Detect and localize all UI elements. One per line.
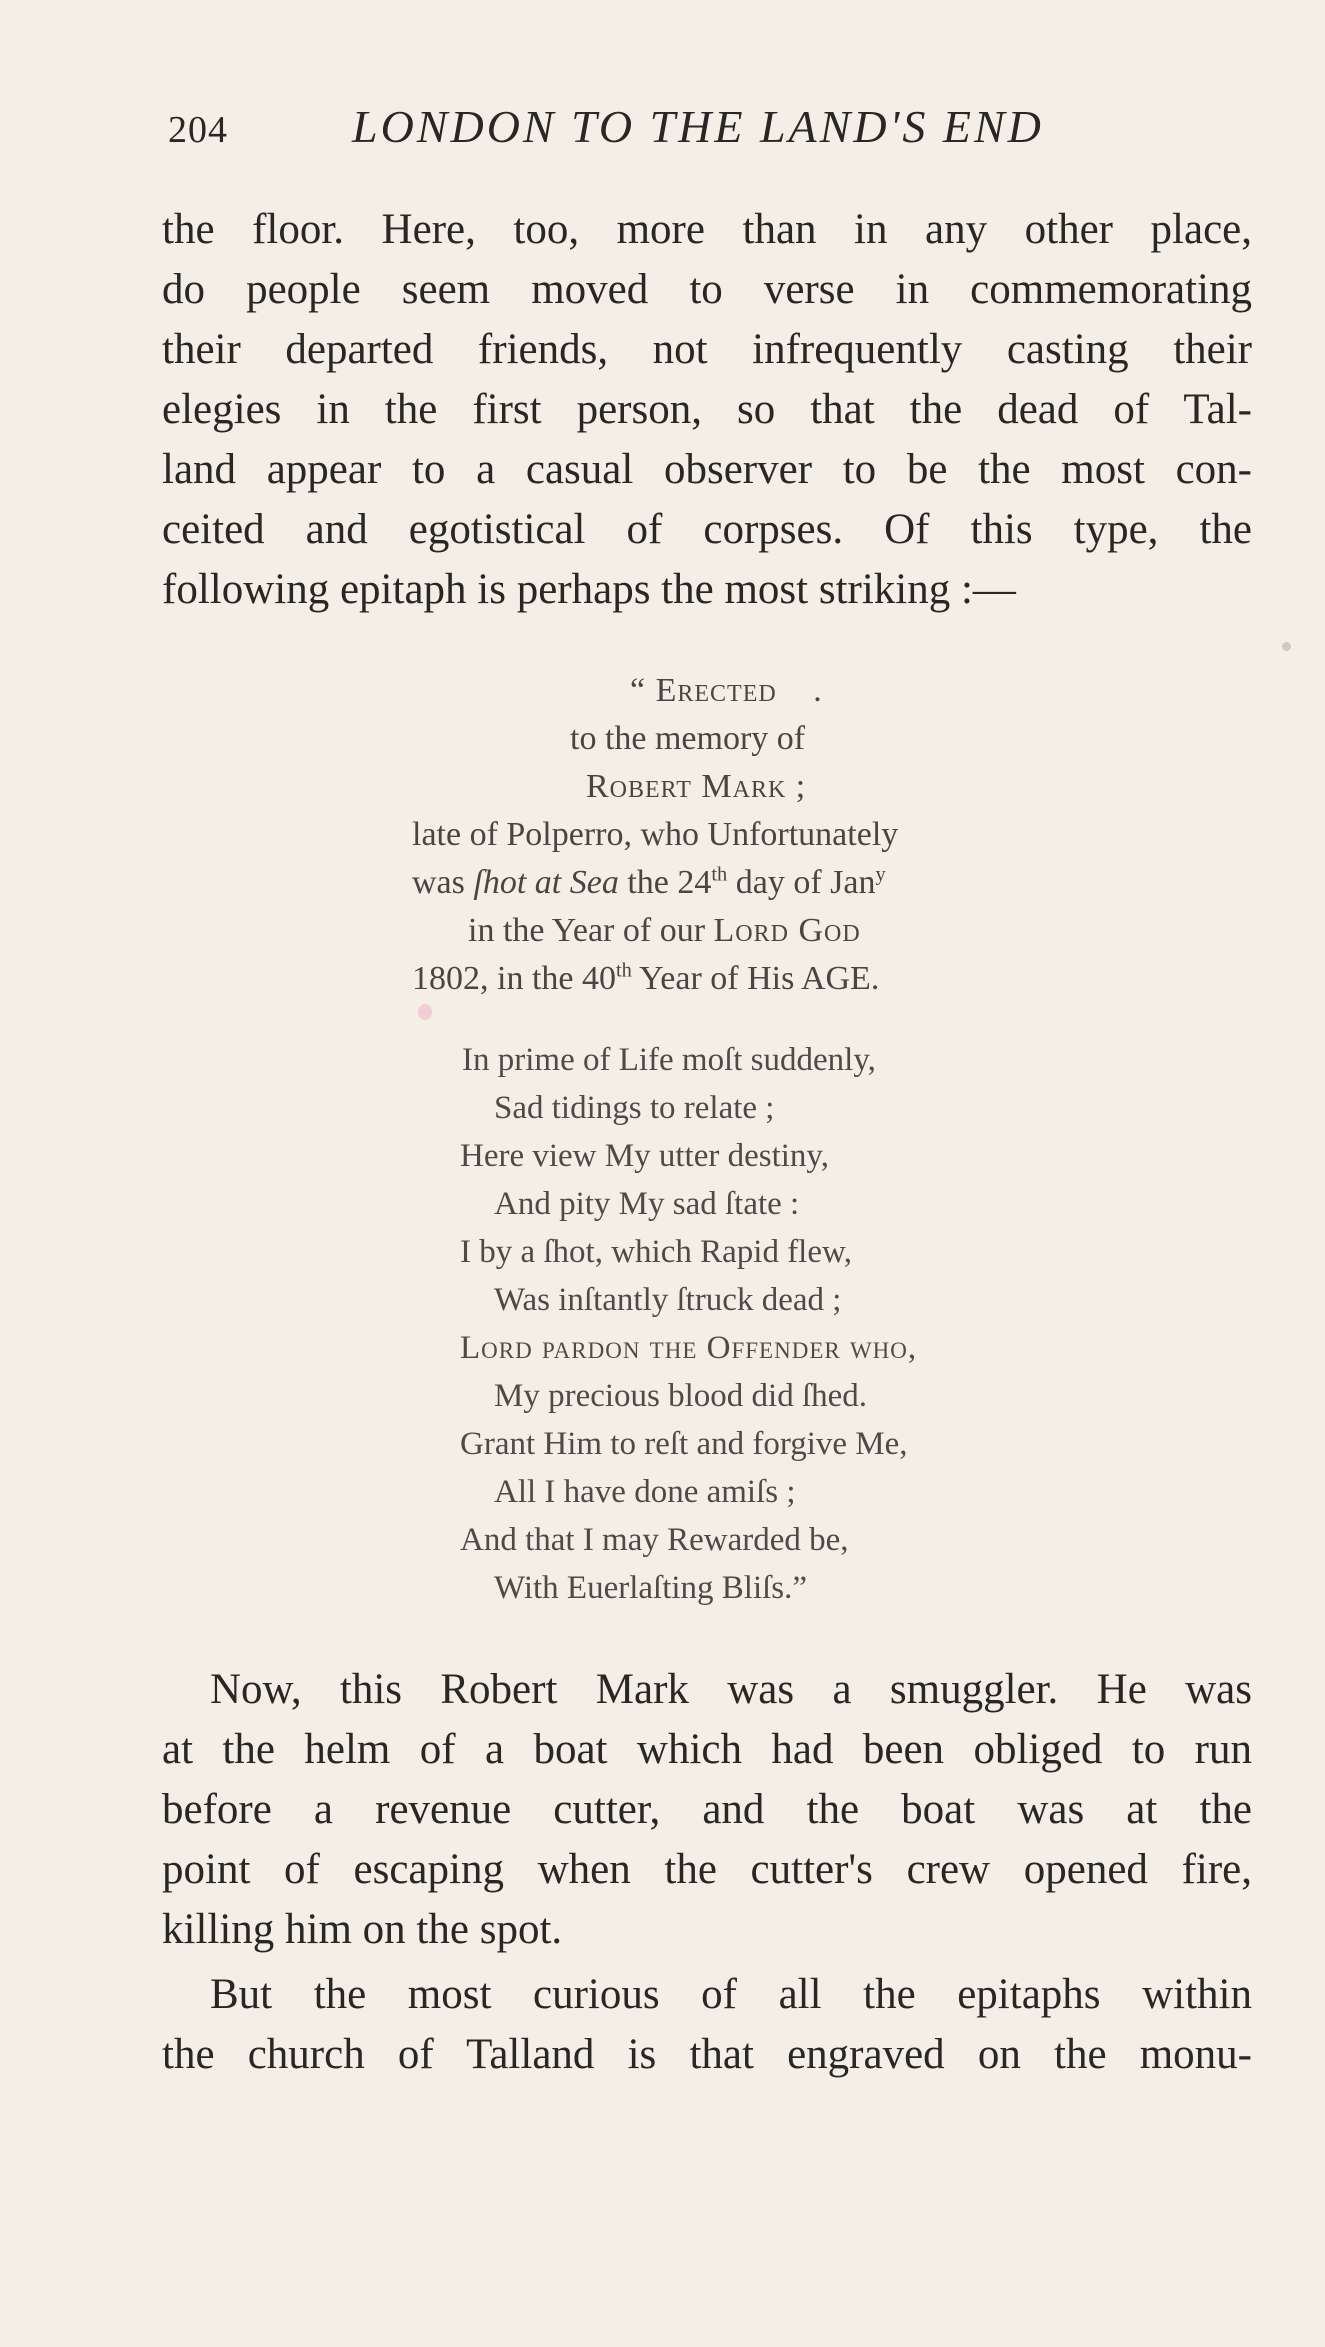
page-number: 204 <box>168 109 228 151</box>
verse-line: With Euerlaſting Bliſs.” <box>494 1570 808 1606</box>
text-line: do people seem moved to verse in commemorating <box>162 266 1252 313</box>
text-line: the floor. Here, too, more than in any other place, <box>162 206 1252 253</box>
text-line: But the most curious of all the epitaphs within <box>210 1971 1252 2018</box>
text-line: elegies in the first person, so that the dead of Tal- <box>162 386 1252 433</box>
verse-line: Sad tidings to relate ; <box>494 1090 775 1126</box>
verse-line: Here view My utter destiny, <box>460 1138 830 1174</box>
epitaph-line-6: in the Year of our Lord God <box>468 912 861 949</box>
text-line: Now, this Robert Mark was a smuggler. He was <box>210 1666 1252 1713</box>
epitaph-line-4: late of Polperro, who Unfortunately <box>412 816 899 853</box>
verse-line: And that I may Rewarded be, <box>460 1522 849 1558</box>
verse-line: In prime of Life moſt suddenly, <box>462 1042 876 1078</box>
paragraph-curious-epitaph <box>162 1965 1252 2085</box>
verse-line: Was inſtantly ſtruck dead ; <box>494 1282 842 1318</box>
text-line: following epitaph is perhaps the most striking :— <box>162 566 1016 613</box>
paragraph-intro <box>162 200 1252 620</box>
text-line: at the helm of a boat which had been obliged to run <box>162 1726 1252 1773</box>
text-line: the church of Talland is that engraved on the monu- <box>162 2031 1252 2078</box>
page-header <box>162 100 1262 160</box>
epitaph-line-7: 1802, in the 40th Year of His AGE. <box>412 959 880 997</box>
verse-line: Grant Him to reſt and forgive Me, <box>460 1426 908 1462</box>
text-line: ceited and egotistical of corpses. Of this type, the <box>162 506 1252 553</box>
running-title: LONDON TO THE LAND'S END <box>352 101 1044 152</box>
verse-line: My precious blood did ſhed. <box>494 1378 868 1414</box>
epitaph-line-1: “ Erected . <box>630 672 822 709</box>
text-line: land appear to a casual observer to be the most con- <box>162 446 1252 493</box>
verse-line: All I have done amiſs ; <box>494 1474 796 1510</box>
text-line: point of escaping when the cutter's crew opened fire, <box>162 1846 1252 1893</box>
verse-line: Lord pardon the Offender who, <box>460 1330 918 1366</box>
paragraph-smuggler <box>162 1660 1252 1960</box>
verse-line: I by a ſhot, which Rapid flew, <box>460 1234 852 1270</box>
text-line: their departed friends, not infrequently casting their <box>162 326 1252 373</box>
paper-speck <box>418 1004 432 1020</box>
paper-speck <box>1282 642 1291 651</box>
epitaph-line-2: to the memory of <box>570 720 806 757</box>
epitaph-line-5: was ſhot at Sea the 24th day of Jan$^y$ <box>412 863 886 901</box>
text-line: killing him on the spot. <box>162 1906 563 1953</box>
verse-line: And pity My sad ſtate : <box>494 1186 800 1222</box>
epitaph-line-3: Robert Mark ; <box>586 768 807 805</box>
text-line: before a revenue cutter, and the boat was at the <box>162 1786 1252 1833</box>
